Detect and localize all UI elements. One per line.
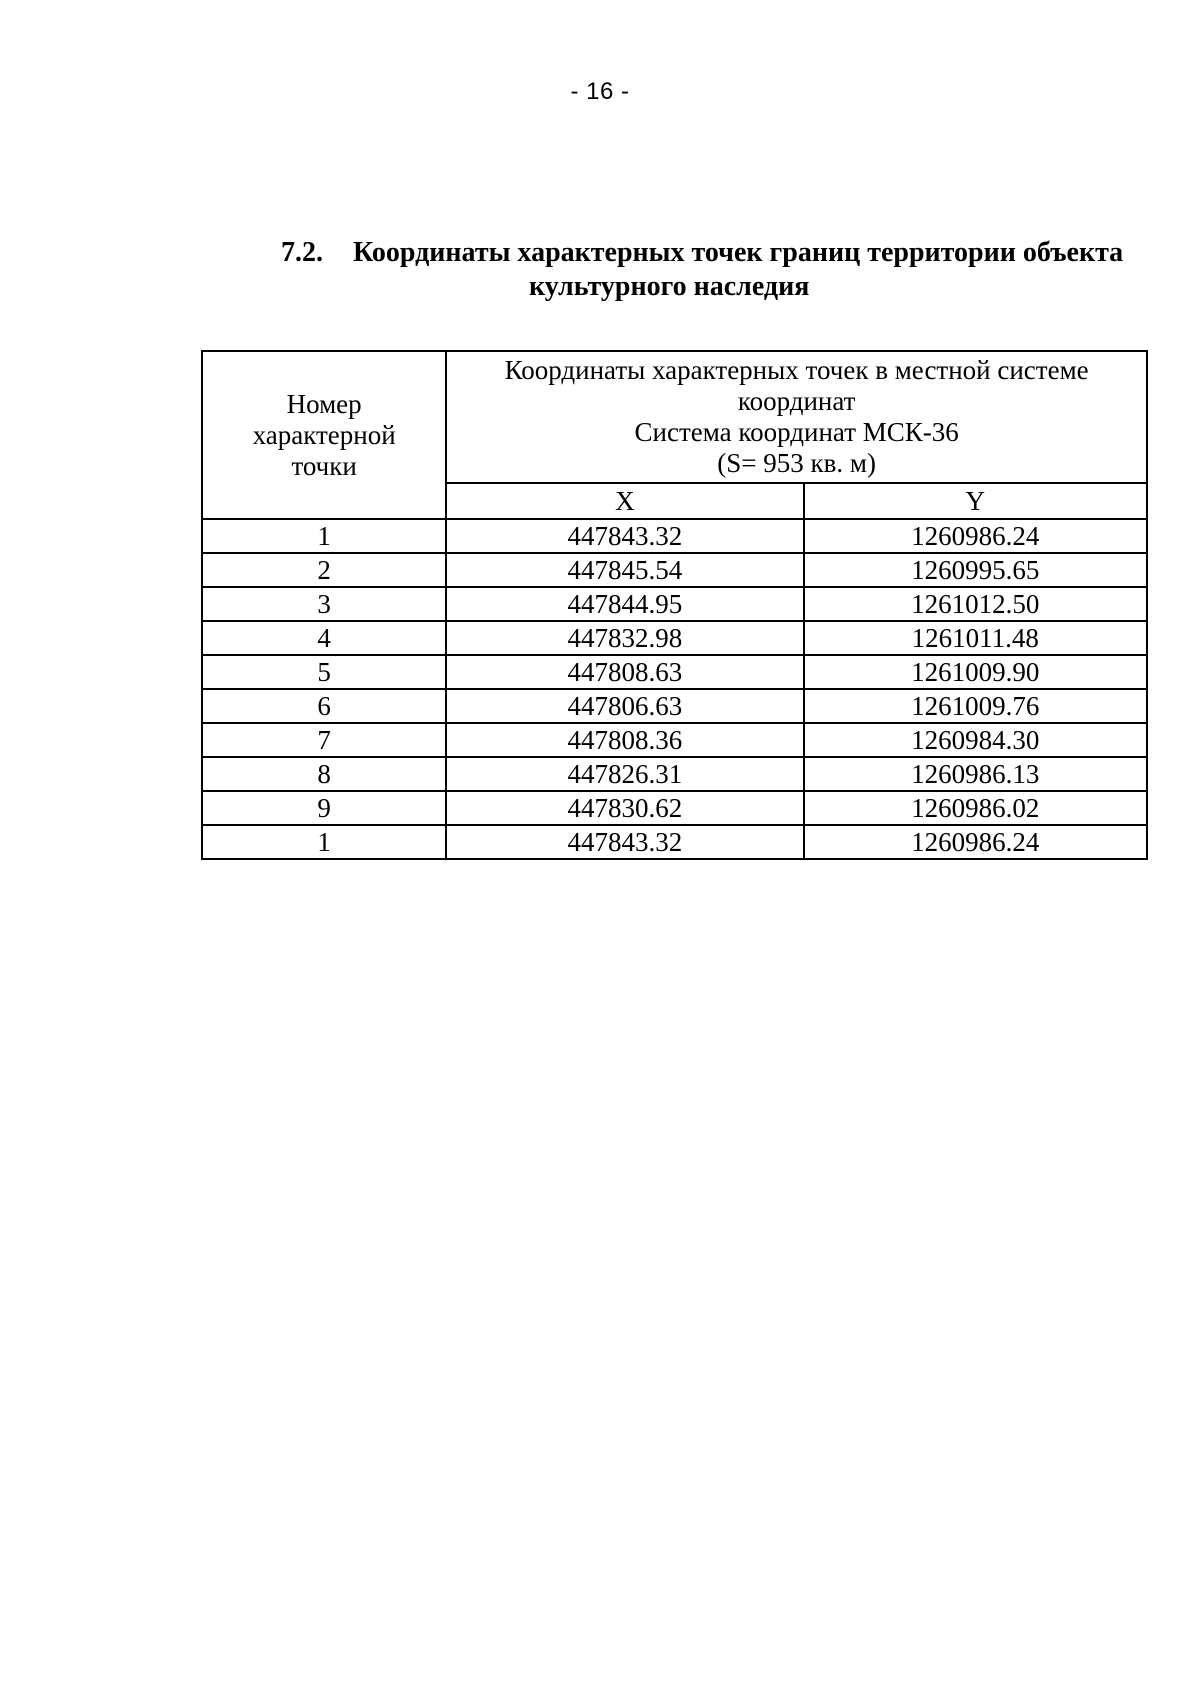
section-heading-line-2: культурного наследия [529, 271, 810, 302]
table-header [202, 351, 1147, 519]
header-row-top [202, 351, 1147, 483]
x-coordinate-cell: 447808.36 [446, 723, 803, 757]
y-coordinate-cell: 1261012.50 [804, 587, 1147, 621]
x-coordinate-cell: 447830.62 [446, 791, 803, 825]
point-number-cell: 5 [202, 655, 446, 689]
point-number-cell: 2 [202, 553, 446, 587]
point-number-cell: 3 [202, 587, 446, 621]
point-number-cell: 9 [202, 791, 446, 825]
table-row [202, 519, 1147, 553]
y-coordinate-cell: 1260984.30 [804, 723, 1147, 757]
section-heading [281, 236, 1161, 304]
x-coordinate-cell: 447806.63 [446, 689, 803, 723]
coordinates-group-header-line: Координаты характерных точек в местной системе [504, 355, 1089, 385]
y-coordinate-cell: 1261011.48 [804, 621, 1147, 655]
point-number-cell: 1 [202, 519, 446, 553]
y-column-header: Y [804, 483, 1147, 519]
point-number-cell: 7 [202, 723, 446, 757]
point-number-cell: 8 [202, 757, 446, 791]
table-row [202, 791, 1147, 825]
table-row [202, 723, 1147, 757]
y-coordinate-cell: 1261009.90 [804, 655, 1147, 689]
y-coordinate-cell: 1260995.65 [804, 553, 1147, 587]
section-title-text: Координаты характерных точек границ территории объекта [353, 237, 1124, 268]
point-number-header-line: точки [291, 450, 357, 481]
x-column-header: X [446, 483, 803, 519]
table-row [202, 553, 1147, 587]
point-number-cell: 1 [202, 825, 446, 859]
table-row [202, 825, 1147, 859]
x-coordinate-cell: 447844.95 [446, 587, 803, 621]
section-number: 7.2. [281, 237, 323, 268]
x-coordinate-cell: 447832.98 [446, 621, 803, 655]
coordinates-group-header-line: координат [737, 386, 856, 416]
x-coordinate-cell: 447826.31 [446, 757, 803, 791]
section-heading-line-1 [281, 236, 1161, 270]
table-row [202, 587, 1147, 621]
x-coordinate-cell: 447843.32 [446, 519, 803, 553]
point-number-cell: 4 [202, 621, 446, 655]
coordinates-group-header [446, 351, 1147, 483]
y-coordinate-cell: 1261009.76 [804, 689, 1147, 723]
point-number-header [202, 351, 446, 519]
point-number-header-line: характерной [252, 419, 396, 450]
page-number: - 16 - [570, 78, 630, 105]
table-row [202, 689, 1147, 723]
y-coordinate-cell: 1260986.13 [804, 757, 1147, 791]
table-body [202, 519, 1147, 859]
y-coordinate-cell: 1260986.24 [804, 519, 1147, 553]
coordinates-table [201, 350, 1148, 860]
table-row [202, 621, 1147, 655]
point-number-cell: 6 [202, 689, 446, 723]
x-coordinate-cell: 447845.54 [446, 553, 803, 587]
coordinates-group-header-line: (S= 953 кв. м) [717, 448, 876, 478]
x-coordinate-cell: 447808.63 [446, 655, 803, 689]
table-row [202, 757, 1147, 791]
x-coordinate-cell: 447843.32 [446, 825, 803, 859]
y-coordinate-cell: 1260986.02 [804, 791, 1147, 825]
table-row [202, 655, 1147, 689]
coordinates-group-header-line: Система координат МСК-36 [634, 417, 959, 447]
point-number-header-line: Номер [286, 388, 362, 419]
y-coordinate-cell: 1260986.24 [804, 825, 1147, 859]
